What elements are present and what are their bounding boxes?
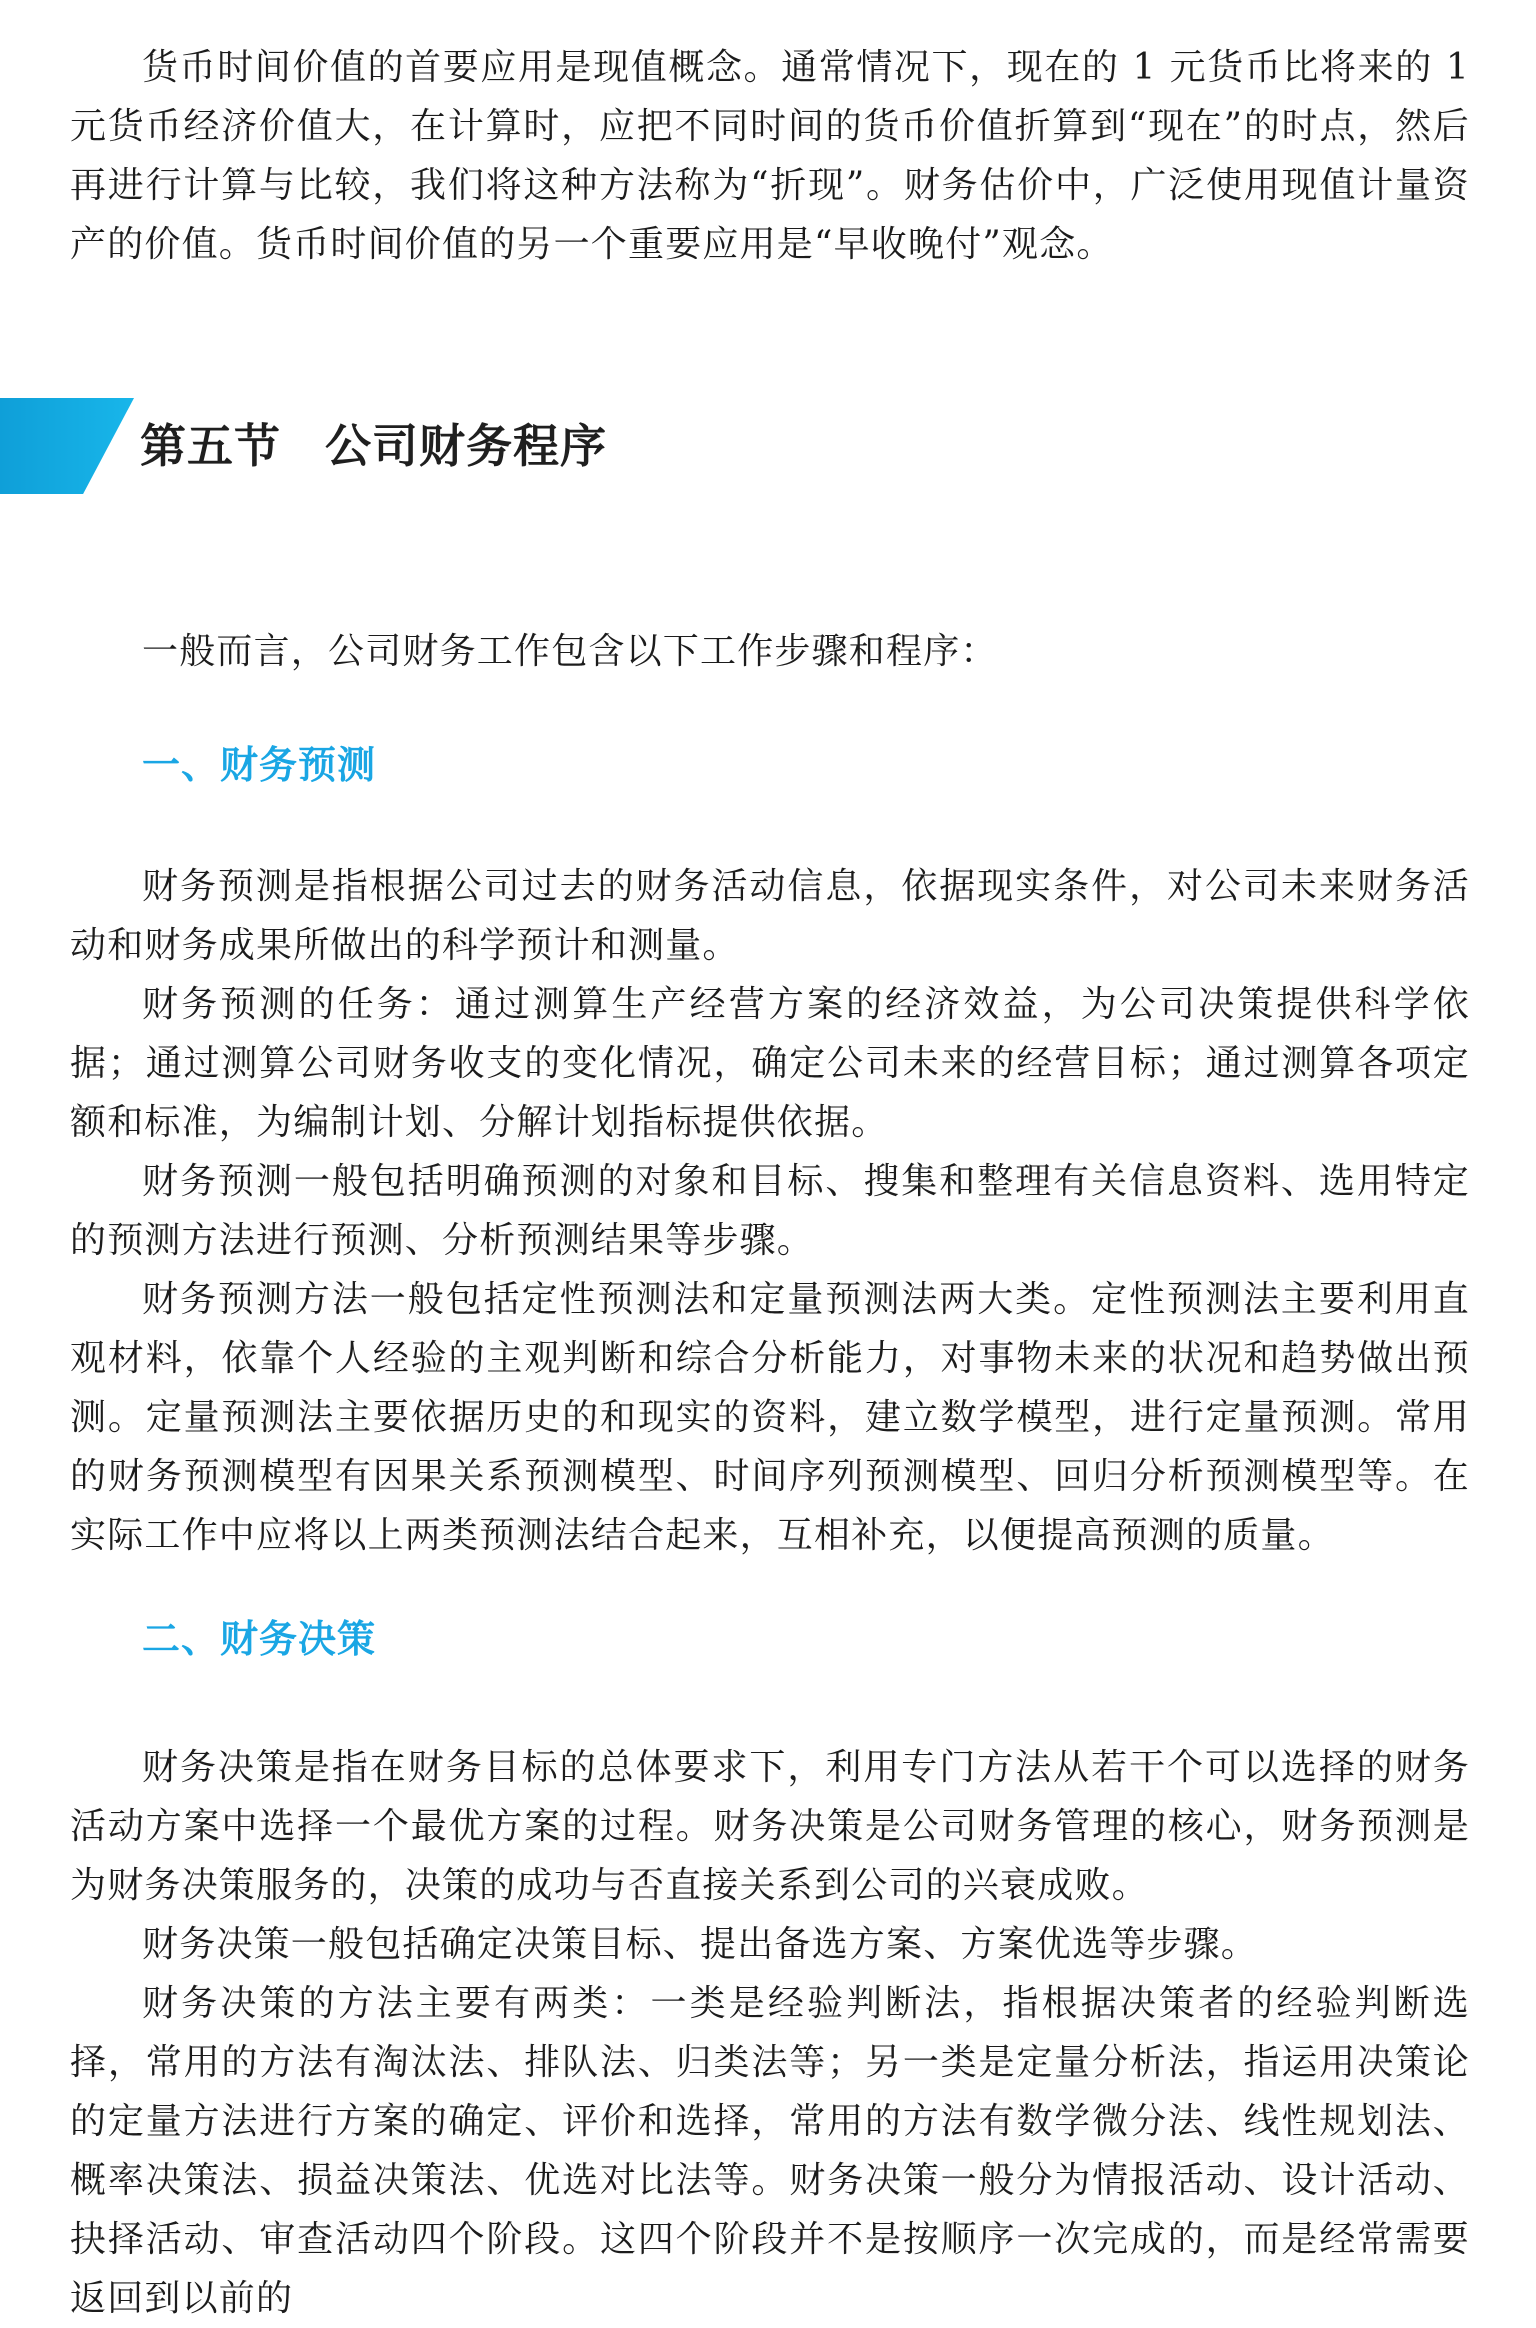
- forecast-paragraph: 财务预测是指根据公司过去的财务活动信息，依据现实条件，对公司未来财务活动和财务成果所做出的科学预计和测量。: [70, 866, 1470, 966]
- intro-paragraph: 货币时间价值的首要应用是现值概念。通常情况下，现在的 1 元货币比将来的 1 元货币经济价值大，在计算时，应把不同时间的货币价值折算到“现在”的时点，然后再进行计算与比较，我们将这种方法称为“折现”。财务估价中，广泛使用现值计量资产的价值。货币时间价值的另一个重要应用是“早收晚付”观念。: [70, 47, 1470, 265]
- general-paragraph: 一般而言，公司财务工作包含以下工作步骤和程序：: [142, 631, 998, 672]
- section-title: [140, 420, 607, 472]
- section-accent-band: [0, 398, 134, 494]
- decision-paragraph: 财务决策一般包括确定决策目标、提出备选方案、方案优选等步骤。: [142, 1924, 1259, 1965]
- decision-heading: 二、财务决策: [142, 1617, 377, 1661]
- section-title-text: 公司财务程序: [325, 419, 607, 473]
- forecast-paragraph: 财务预测一般包括明确预测的对象和目标、搜集和整理有关信息资料、选用特定的预测方法进行预测、分析预测结果等步骤。: [70, 1161, 1470, 1261]
- decision-paragraph: 财务决策的方法主要有两类：一类是经验判断法，指根据决策者的经验判断选择，常用的方法有淘汰法、排队法、归类法等；另一类是定量分析法，指运用决策论的定量方法进行方案的确定、评价和选择，常用的方法有数学微分法、线性规划法、概率决策法、损益决策法、优选对比法等。财务决策一般分为情报活动、设计活动、抉择活动、审查活动四个阶段。这四个阶段并不是按顺序一次完成的，而是经常需要返回到以前的: [70, 1983, 1470, 2319]
- forecast-heading: 一、财务预测: [142, 743, 377, 787]
- section-number: 第五节: [140, 419, 281, 473]
- forecast-paragraph: 财务预测的任务：通过测算生产经营方案的经济效益，为公司决策提供科学依据；通过测算公司财务收支的变化情况，确定公司未来的经营目标；通过测算各项定额和标准，为编制计划、分解计划指标提供依据。: [70, 984, 1470, 1143]
- decision-paragraph: 财务决策是指在财务目标的总体要求下，利用专门方法从若干个可以选择的财务活动方案中选择一个最优方案的过程。财务决策是公司财务管理的核心，财务预测是为财务决策服务的，决策的成功与否直接关系到公司的兴衰成败。: [70, 1747, 1470, 1906]
- forecast-paragraph: 财务预测方法一般包括定性预测法和定量预测法两大类。定性预测法主要利用直观材料，依靠个人经验的主观判断和综合分析能力，对事物未来的状况和趋势做出预测。定量预测法主要依据历史的和现实的资料，建立数学模型，进行定量预测。常用的财务预测模型有因果关系预测模型、时间序列预测模型、回归分析预测模型等。在实际工作中应将以上两类预测法结合起来，互相补充，以便提高预测的质量。: [70, 1279, 1470, 1556]
